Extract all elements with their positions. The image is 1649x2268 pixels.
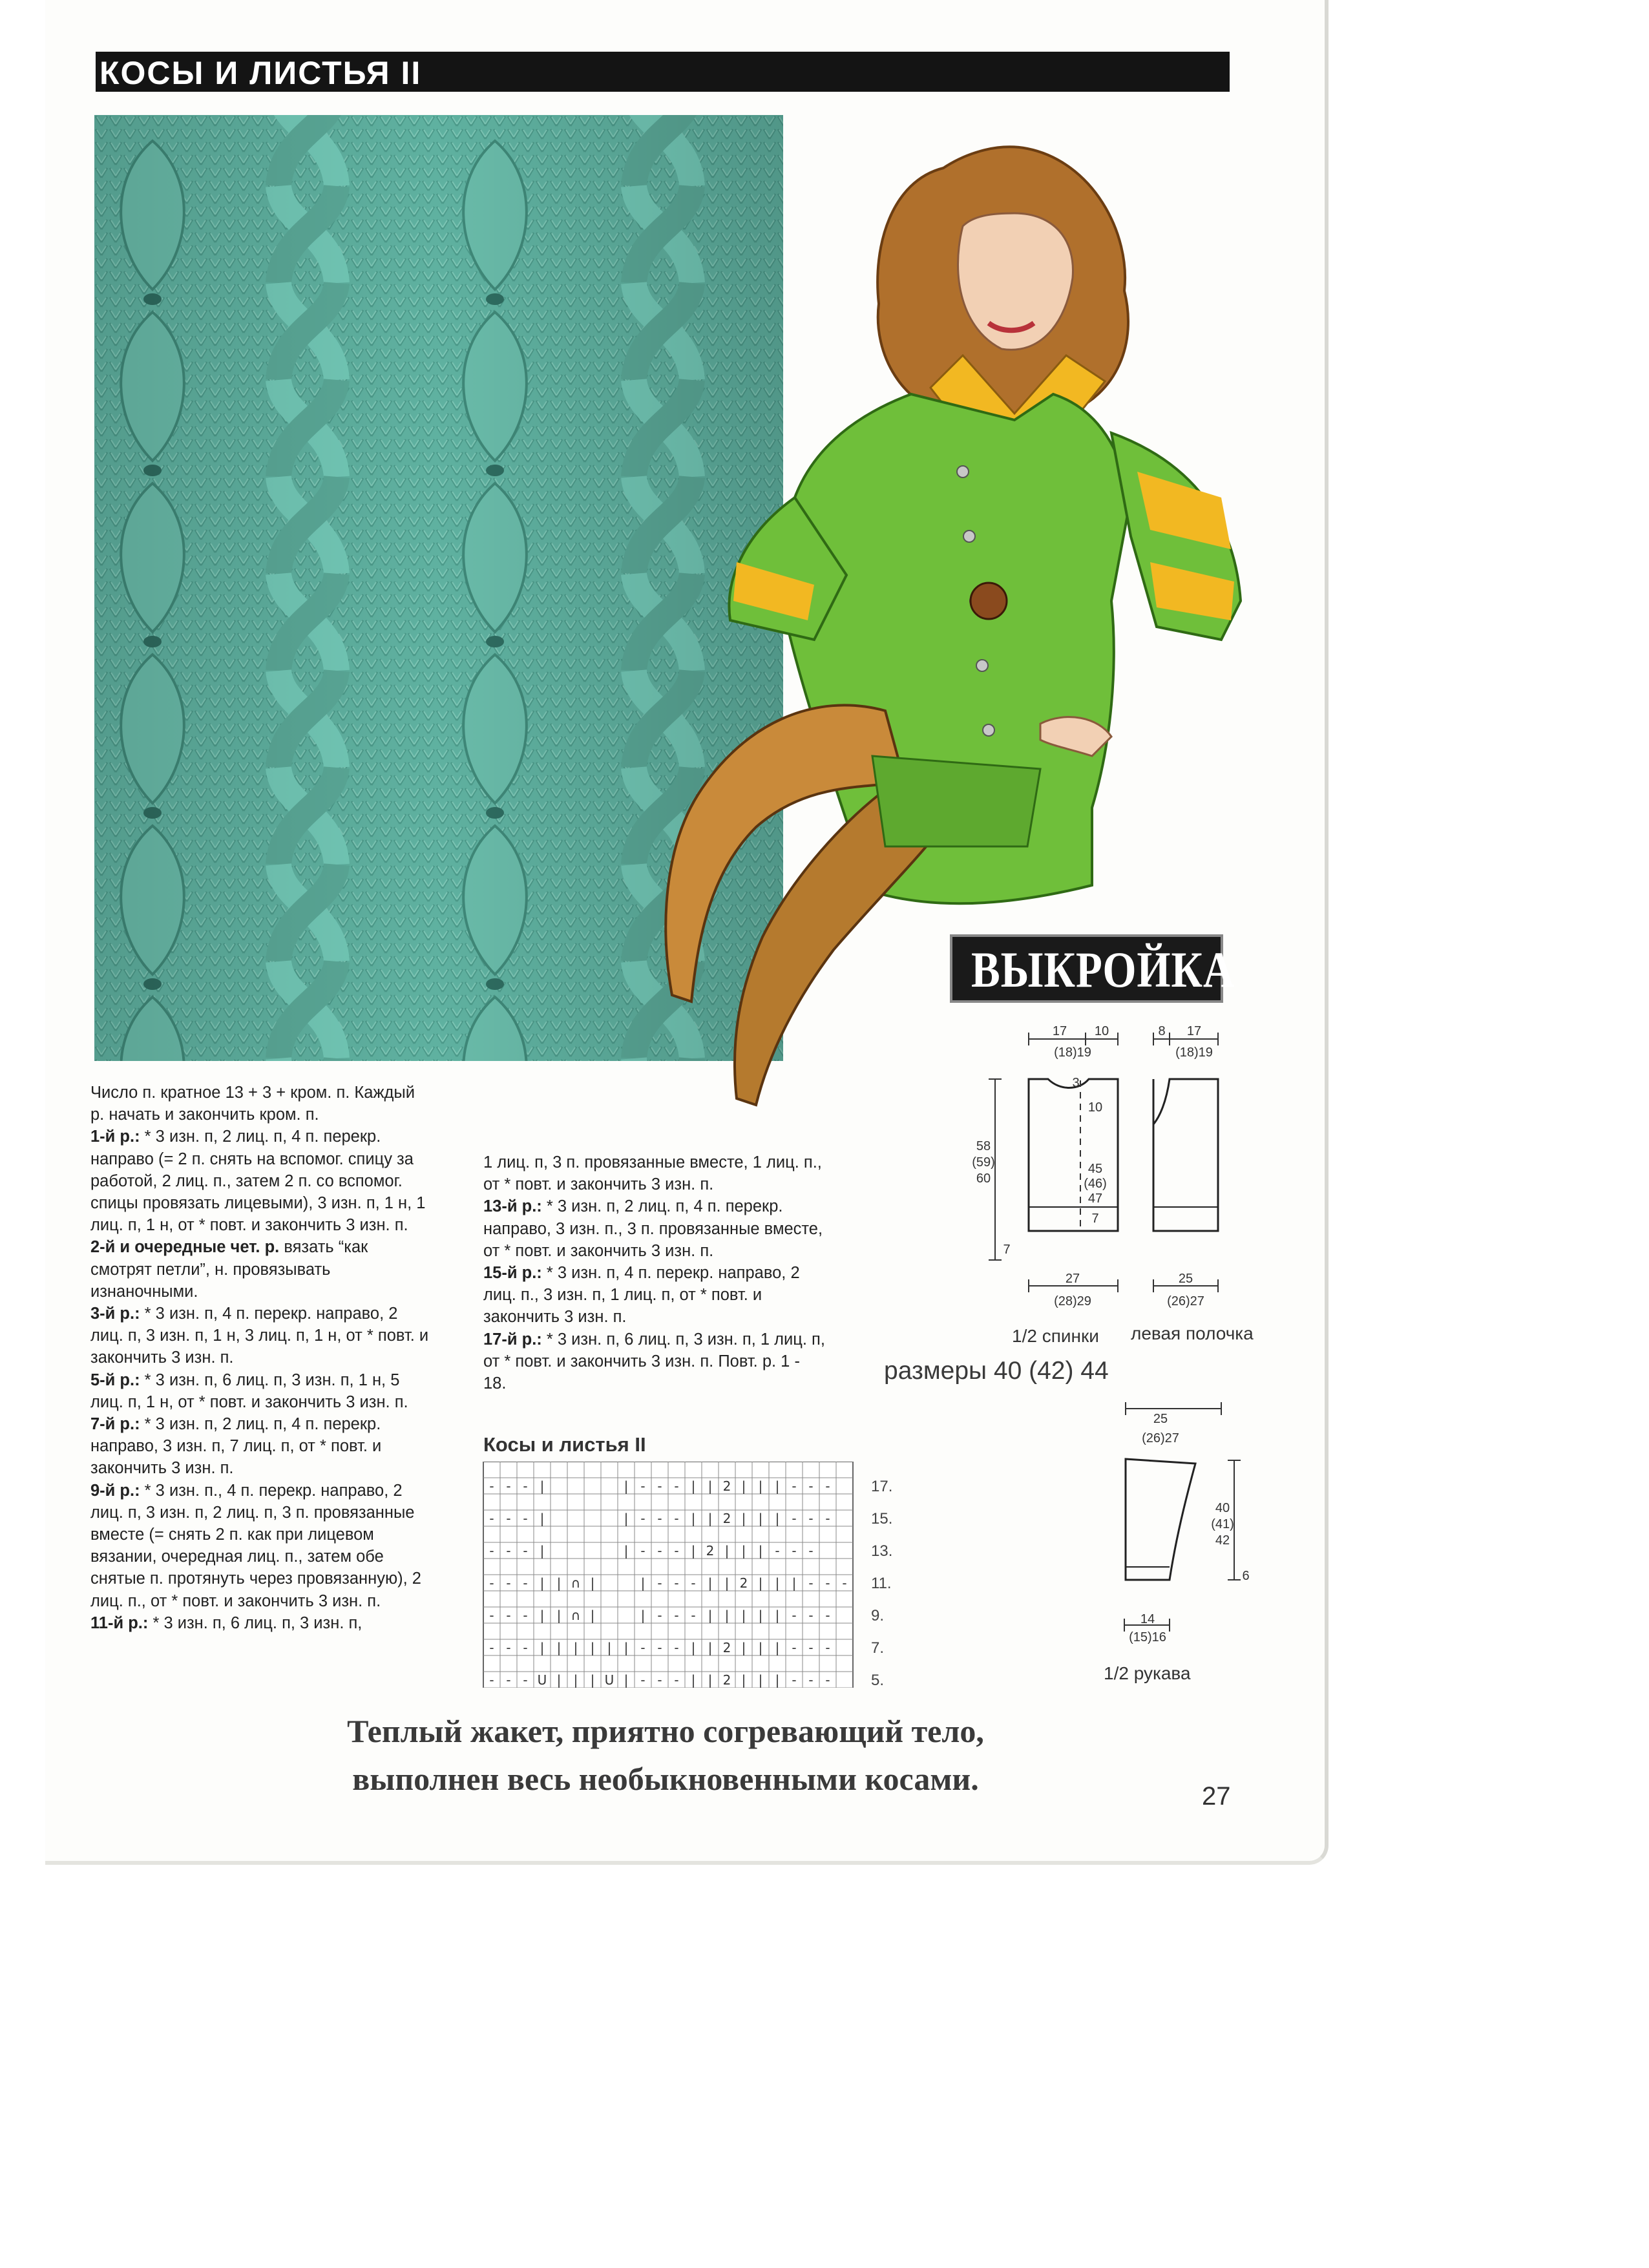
chart-symbol: - (640, 1543, 646, 1559)
chart-symbol: | (691, 1478, 696, 1494)
chart-symbol: | (775, 1575, 780, 1591)
chart-symbol: 2 (739, 1575, 748, 1591)
chart-symbol: | (775, 1478, 780, 1494)
pattern-heading (950, 934, 1235, 1003)
chart-symbol: ∩ (571, 1575, 581, 1591)
chart-symbol: | (590, 1575, 595, 1591)
chart-symbol: - (506, 1640, 511, 1655)
chart-symbol: - (792, 1478, 797, 1494)
chart-symbol: - (506, 1511, 511, 1526)
dim-back-width: 27 (1065, 1272, 1080, 1286)
dim-back-width-alt: (28)29 (1054, 1294, 1091, 1308)
dim-sleeve-length-alt2: 42 (1215, 1533, 1230, 1548)
dim-front-neck: 8 (1158, 1024, 1166, 1038)
chart-symbol: 2 (706, 1543, 715, 1559)
dim-front-width-alt: (26)27 (1167, 1294, 1204, 1308)
chart-row-number: 9. (871, 1607, 885, 1624)
instruction-paragraph (90, 1126, 433, 1236)
chart-symbol: | (708, 1511, 713, 1526)
chart-symbol: - (674, 1543, 679, 1559)
chart-symbol: | (708, 1575, 713, 1591)
chart-symbol: - (489, 1575, 494, 1591)
chart-symbol: - (825, 1478, 830, 1494)
chart-symbol: | (624, 1640, 629, 1655)
chart-symbol: - (523, 1543, 528, 1559)
chart-symbol: - (674, 1640, 679, 1655)
page-number: 27 (1202, 1782, 1231, 1811)
chart-symbol: | (758, 1543, 763, 1559)
chart-symbol: - (489, 1672, 494, 1688)
chart-symbol: ∩ (571, 1608, 581, 1623)
chart-symbol: | (758, 1511, 763, 1526)
chart-symbol: - (808, 1511, 814, 1526)
chart-symbol: | (573, 1640, 578, 1655)
chart-symbol: | (691, 1672, 696, 1688)
chart-symbol: - (640, 1478, 646, 1494)
chart-symbol: - (506, 1608, 511, 1623)
chart-symbol: 2 (722, 1478, 731, 1494)
chart-row-number: 13. (871, 1542, 893, 1560)
instruction-paragraph (483, 1151, 826, 1195)
instruction-paragraph (90, 1369, 433, 1413)
front-piece (1153, 1079, 1218, 1231)
chart-symbol: | (708, 1640, 713, 1655)
chart-symbol: | (590, 1608, 595, 1623)
chart-symbol: | (691, 1640, 696, 1655)
chart-symbol: | (758, 1640, 763, 1655)
chart-symbol: - (808, 1672, 814, 1688)
chart-row-number: 17. (871, 1478, 893, 1495)
chart-symbol: | (540, 1640, 545, 1655)
chart-symbol: | (708, 1478, 713, 1494)
dim-back-shoulder: 17 (1052, 1024, 1067, 1038)
chart-symbol: - (792, 1608, 797, 1623)
chart-row-number: 5. (871, 1672, 885, 1688)
chart-symbol: - (825, 1608, 830, 1623)
chart-symbol: - (640, 1672, 646, 1688)
chart-symbol: | (573, 1672, 578, 1688)
chart-symbol: | (741, 1478, 746, 1494)
chart-symbol: | (540, 1608, 545, 1623)
row-text: * 3 изн. п, 2 лиц. п, 4 п. перекр. направо, 3 изн. п., 3 п. провязанные вместе, от * повт. и закончить 3 изн. п. (483, 1197, 823, 1260)
row-text: * 3 изн. п, 6 лиц. п, 3 изн. п, 1 лиц. п, от * повт. и закончить 3 изн. п. Повт. р. 1 - 18. (483, 1330, 825, 1393)
chart-symbol: - (792, 1511, 797, 1526)
front-label: левая полочка (1131, 1323, 1254, 1343)
chart-symbol: | (758, 1672, 763, 1688)
back-piece (1029, 1079, 1118, 1231)
row-text: * 3 изн. п, 6 лиц. п, 3 изн. п, (148, 1613, 362, 1632)
row-text: Число п. кратное 13 + 3 + кром. п. Каждый р. начать и закончить кром. п. (90, 1084, 415, 1124)
dim-sleeve-top: 25 (1153, 1412, 1168, 1426)
row-lead: 5-й р.: (90, 1370, 140, 1389)
chart-symbol: | (775, 1608, 780, 1623)
chart-symbol: - (489, 1478, 494, 1494)
chart-symbol: | (556, 1608, 562, 1623)
row-text: * 3 изн. п., 4 п. перекр. направо, 2 лиц. п, 3 изн. п, 2 лиц. п, 3 п. провязанные вместе (= снять 2 п. как при лицевом вязании, очередная лиц. п., затем обе снятые п. протянуть через провязанную), 2 лиц. п., от * повт. и закончить 3 изн. п. (90, 1481, 421, 1610)
chart-symbol: | (590, 1640, 595, 1655)
chart-symbol: - (842, 1575, 847, 1591)
chart-symbol: U (537, 1672, 547, 1688)
chart-symbol: - (523, 1478, 528, 1494)
caption (233, 1707, 1098, 1803)
dim-sleeve-bottom-alt: (15)16 (1129, 1630, 1166, 1644)
chart-symbol: - (808, 1478, 814, 1494)
row-lead: 7-й р.: (90, 1415, 140, 1434)
sizes-line: размеры 40 (42) 44 (884, 1357, 1109, 1385)
dim-neck-depth: 3 (1072, 1076, 1080, 1090)
chart-symbol: - (808, 1543, 814, 1559)
chart-symbol: | (540, 1478, 545, 1494)
chart-symbol: - (523, 1608, 528, 1623)
chart-symbol: | (556, 1672, 562, 1688)
chart-symbol: - (808, 1608, 814, 1623)
chart-symbol: | (607, 1640, 612, 1655)
chart-symbol: | (540, 1543, 545, 1559)
chart-symbol: | (758, 1478, 763, 1494)
chart-symbol: | (792, 1575, 797, 1591)
instruction-paragraph (90, 1082, 433, 1126)
row-text: 1 лиц. п, 3 п. провязанные вместе, 1 лиц. п., от * повт. и закончить 3 изн. п. (483, 1153, 822, 1194)
chart-symbol: - (657, 1575, 662, 1591)
chart-symbol: - (792, 1672, 797, 1688)
chart-symbol: - (523, 1672, 528, 1688)
chart-symbol: - (657, 1672, 662, 1688)
chart-symbol: | (556, 1640, 562, 1655)
dim-back-height: 58 (976, 1139, 991, 1153)
instruction-paragraph (483, 1328, 826, 1395)
dim-sleeve-top-alt: (26)27 (1142, 1431, 1179, 1445)
row-lead: 13-й р.: (483, 1197, 542, 1216)
chart-symbol: | (741, 1672, 746, 1688)
instruction-paragraph (90, 1480, 433, 1612)
chart-symbol: | (741, 1640, 746, 1655)
chart-symbol: | (775, 1672, 780, 1688)
row-lead: 1-й р.: (90, 1128, 140, 1146)
dim-sleeve-bottom: 14 (1140, 1612, 1155, 1626)
chart-symbol: | (758, 1608, 763, 1623)
chart-symbol: - (506, 1543, 511, 1559)
chart-symbol: | (741, 1543, 746, 1559)
row-lead: 9-й р.: (90, 1481, 140, 1500)
caption-line-1: Теплый жакет, приятно согревающий тело, (347, 1713, 984, 1749)
chart-row-number: 11. (871, 1575, 892, 1592)
chart-symbol: - (657, 1640, 662, 1655)
dim-sleeve-length-alt: (41) (1211, 1517, 1234, 1531)
chart-symbol: | (708, 1608, 713, 1623)
dim-rib: 7 (1091, 1212, 1099, 1226)
instruction-paragraph (90, 1236, 433, 1303)
dim-side-alt: (46) (1084, 1177, 1107, 1191)
back-label: 1/2 спинки (1012, 1326, 1099, 1346)
chart-symbol: | (708, 1672, 713, 1688)
chart-symbol: 2 (722, 1640, 731, 1655)
chart-symbol: | (691, 1543, 696, 1559)
chart-symbol: - (640, 1640, 646, 1655)
row-lead: 11-й р.: (90, 1613, 149, 1632)
dim-front-shoulder: 17 (1186, 1024, 1202, 1038)
row-lead: 17-й р.: (483, 1330, 542, 1349)
row-text: * 3 изн. п, 6 лиц. п, 3 изн. п, 1 н, 5 лиц. п, 1 н, от * повт. и закончить 3 изн. п. (90, 1370, 408, 1411)
chart-symbol: | (540, 1511, 545, 1526)
chart-symbol: - (489, 1640, 494, 1655)
chart-symbol: | (741, 1511, 746, 1526)
chart-symbol: - (657, 1478, 662, 1494)
chart-symbol: - (825, 1575, 830, 1591)
chart-symbol: - (792, 1640, 797, 1655)
chart-symbol: - (825, 1672, 830, 1688)
chart-symbol: | (640, 1575, 646, 1591)
chart-symbol: - (775, 1543, 780, 1559)
chart-symbol: - (674, 1608, 679, 1623)
chart-title: Косы и листья II (483, 1433, 646, 1456)
chart-symbol: - (506, 1575, 511, 1591)
chart-symbol: - (489, 1543, 494, 1559)
chart-symbol: 2 (722, 1672, 731, 1688)
row-lead: 15-й р.: (483, 1264, 542, 1283)
chart-symbol: | (724, 1543, 730, 1559)
chart-symbol: - (825, 1511, 830, 1526)
chart-symbol: - (489, 1511, 494, 1526)
chart-row-number: 7. (871, 1639, 885, 1657)
dim-back-height-alt2: 60 (976, 1171, 991, 1186)
dim-front-width: 25 (1178, 1272, 1193, 1286)
instructions-column-2 (483, 1151, 826, 1394)
row-text: вязать “как смотрят петли”, н. провязывать изнаночными. (90, 1238, 368, 1301)
chart-symbol: | (691, 1511, 696, 1526)
dim-armhole: 10 (1087, 1100, 1103, 1115)
chart-symbol: - (657, 1608, 662, 1623)
row-lead: 3-й р.: (90, 1305, 140, 1323)
chart-symbol: | (590, 1672, 595, 1688)
row-text: * 3 изн. п, 4 п. перекр. направо, 2 лиц. п, 3 изн. п, 1 н, 3 лиц. п, 1 н, от * повт. и закончить 3 изн. п. (90, 1305, 429, 1367)
chart-symbol: - (808, 1575, 814, 1591)
chart-symbol: - (792, 1543, 797, 1559)
dim-front-shoulder-alt: (18)19 (1175, 1045, 1213, 1060)
page-title: КОСЫ И ЛИСТЬЯ II (100, 55, 422, 91)
dim-side-alt2: 47 (1087, 1192, 1103, 1206)
chart-symbol: - (523, 1640, 528, 1655)
chart-symbol: - (506, 1672, 511, 1688)
chart-symbol: | (624, 1543, 629, 1559)
dim-back-height-alt: (59) (972, 1155, 995, 1170)
instruction-paragraph (483, 1262, 826, 1328)
dim-sleeve-length: 40 (1215, 1501, 1230, 1515)
chart-symbol: - (825, 1640, 830, 1655)
chart-symbol: - (808, 1640, 814, 1655)
chart-symbol: - (523, 1575, 528, 1591)
row-text: * 3 изн. п, 2 лиц. п, 4 п. перекр. направо (= 2 п. снять на вспомог. спицу за работой, 2 лиц. п., затем 2 п. со вспомог. спицы провязать лицевыми), 3 изн. п, 1 н, 1 лиц. п, 1 н, от * повт. и закончить 3 изн. п. (90, 1128, 426, 1235)
chart-symbol: - (657, 1511, 662, 1526)
dim-side: 45 (1087, 1162, 1103, 1176)
row-text: * 3 изн. п, 2 лиц. п, 4 п. перекр. направо, 3 изн. п, 7 лиц. п, от * повт. и закончить 3 изн. п. (90, 1415, 382, 1478)
title-bar (96, 52, 1230, 92)
chart-symbol: 2 (722, 1511, 731, 1526)
row-lead: 2-й и очередные чет. р. (90, 1238, 280, 1257)
chart-symbol: | (775, 1511, 780, 1526)
chart-symbol: - (657, 1543, 662, 1559)
chart-symbol: - (674, 1672, 679, 1688)
instruction-paragraph (483, 1195, 826, 1262)
instructions-column-1 (90, 1082, 433, 1634)
chart-symbol: | (724, 1608, 730, 1623)
chart-symbol: | (741, 1608, 746, 1623)
chart-row-number: 15. (871, 1510, 893, 1528)
sleeve-piece (1126, 1459, 1195, 1580)
pattern-heading-text: ВЫКРОЙКА (971, 941, 1235, 998)
chart-symbol: | (775, 1640, 780, 1655)
dim-back-neck: 10 (1094, 1024, 1109, 1038)
sleeve-label: 1/2 рукава (1104, 1663, 1191, 1683)
chart-symbol: | (724, 1575, 730, 1591)
row-text: * 3 изн. п, 4 п. перекр. направо, 2 лиц. п., 3 изн. п, 1 лиц. п, от * повт. и закончить 3 изн. п. (483, 1264, 800, 1327)
chart-symbol: | (640, 1608, 646, 1623)
chart-symbol: - (674, 1478, 679, 1494)
chart-symbol: | (624, 1478, 629, 1494)
chart-symbol: | (758, 1575, 763, 1591)
chart-symbol: - (691, 1608, 696, 1623)
chart-symbol: - (506, 1478, 511, 1494)
caption-line-2: выполнен весь необыкновенными косами. (352, 1761, 979, 1797)
chart-symbol: - (489, 1608, 494, 1623)
chart-symbol: - (674, 1575, 679, 1591)
chart-symbol: - (674, 1511, 679, 1526)
chart-symbol: | (540, 1575, 545, 1591)
chart-symbol: - (691, 1575, 696, 1591)
dim-back-shoulder-alt: (18)19 (1054, 1045, 1091, 1060)
chart-symbol: - (523, 1511, 528, 1526)
dim-back-rib: 7 (1003, 1243, 1011, 1257)
instruction-paragraph (90, 1612, 433, 1634)
chart-symbol: | (556, 1575, 562, 1591)
instruction-paragraph (90, 1413, 433, 1480)
chart-symbol: | (624, 1672, 629, 1688)
dim-sleeve-cuff: 6 (1242, 1569, 1250, 1583)
knitting-chart (478, 1462, 1008, 1688)
chart-symbol: - (640, 1511, 646, 1526)
chart-symbol: | (624, 1511, 629, 1526)
chart-symbol: U (604, 1672, 614, 1688)
instruction-paragraph (90, 1303, 433, 1369)
